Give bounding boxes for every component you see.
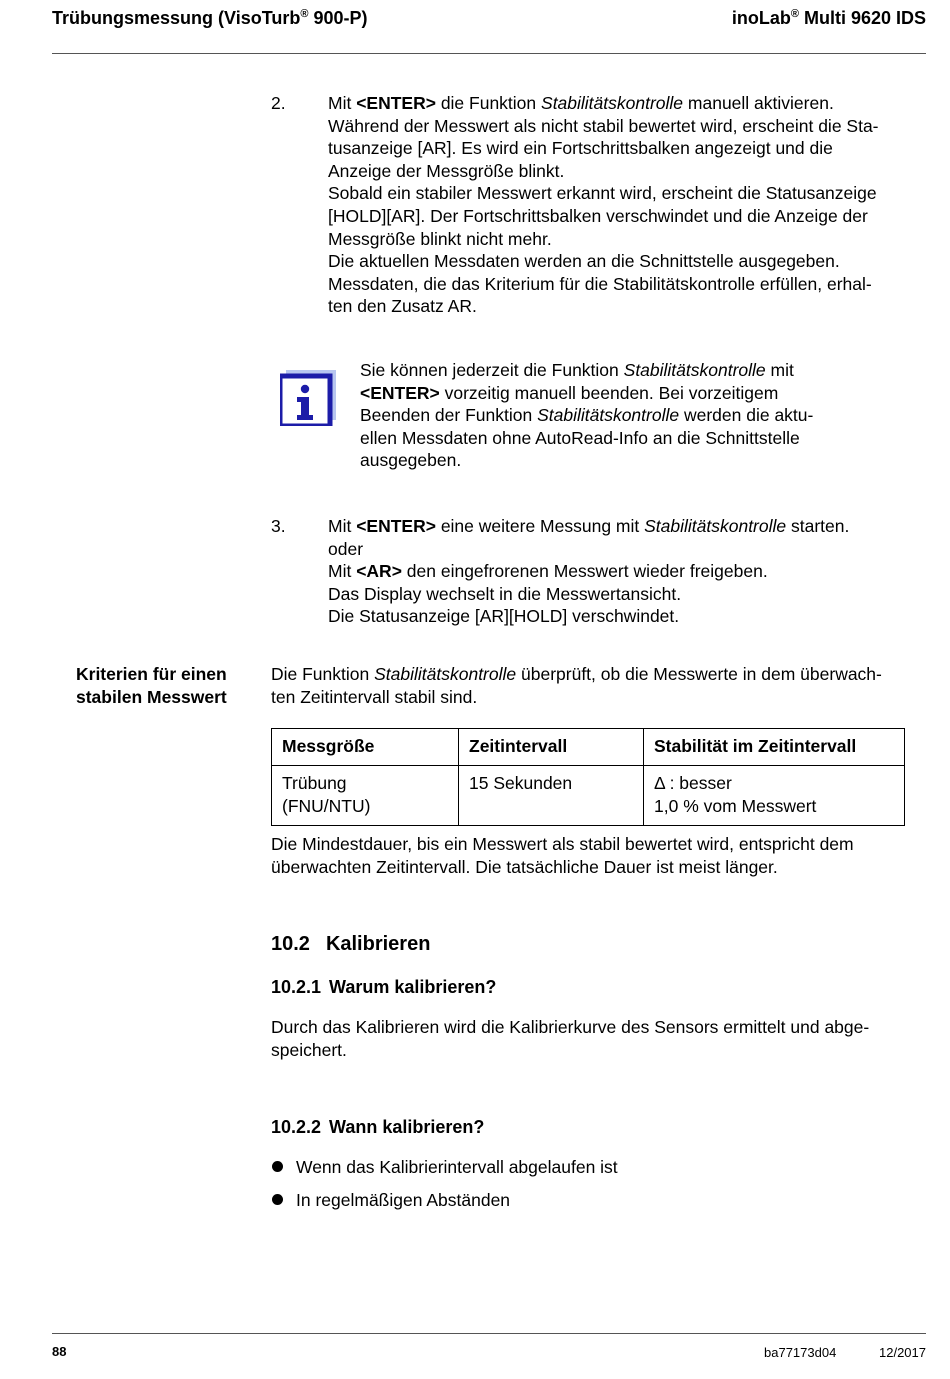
criteria-intro: Die Funktion Stabilitätskontrolle überprüft, ob die Messwerte in dem überwach- ten Zeitintervall stabil sind.: [271, 664, 882, 707]
table-header-cell: Messgröße: [272, 729, 459, 766]
document-id: ba77173d04: [764, 1345, 837, 1360]
step-3-text: Mit <ENTER> eine weitere Messung mit Stabilitätskontrolle starten. oder Mit <AR> den eingefrorenen Messwert wieder freigeben. Das Display wechselt in die Messwertansicht. Die Statusanzeige [AR][HOLD] verschwindet.: [328, 516, 850, 627]
footer-rule: [52, 1333, 926, 1334]
table-header-row: [272, 729, 905, 766]
running-header-left: Trübungsmessung (VisoTurb® 900-P): [52, 8, 368, 28]
section-10-2-1-text: Durch das Kalibrieren wird die Kalibrierkurve des Sensors ermittelt und abge- speichert.: [271, 1017, 870, 1060]
section-10-2-1-heading: 10.2.1 Warum kalibrieren?: [271, 977, 497, 997]
running-header-right: inoLab® Multi 9620 IDS: [731, 8, 926, 28]
bullet-icon: [272, 1194, 283, 1205]
list-item: Wenn das Kalibrierintervall abgelaufen ist: [272, 1156, 618, 1179]
criteria-after-text: Die Mindestdauer, bis ein Messwert als stabil bewertet wird, entspricht dem überwachten Zeitintervall. Die tatsächliche Dauer ist meist länger.: [271, 834, 854, 877]
info-icon: [280, 370, 336, 426]
table-header-cell: Zeitintervall: [459, 729, 644, 766]
table-cell: Δ : besser 1,0 % vom Messwert: [644, 766, 905, 826]
table-header-cell: Stabilität im Zeitintervall: [644, 729, 905, 766]
stability-criteria-table: [271, 728, 905, 826]
step-2-text: Mit <ENTER> die Funktion Stabilitätskontrolle manuell aktivieren. Während der Messwert als nicht stabil bewertet wird, erscheint die Sta- tusanzeige [AR]. Es wird ein Fortschrittsbalken angezeigt und die Anzeige der Messgröße blinkt. Sobald ein stabiler Messwert erkannt wird, erscheint die Statusanzeige [HOLD][AR]. Der Fortschrittsbalken verschwindet und die Anzeige der Messgröße blinkt nicht mehr. Die aktuellen Messdaten werden an die Schnittstelle ausgegeben. Messdaten, die das Kriterium für die Stabilitätskontrolle erfüllen, erhal- ten den Zusatz AR.: [328, 93, 879, 317]
criteria-side-heading: Kriterien für einen stabilen Messwert: [76, 664, 227, 707]
table-row: [272, 766, 905, 826]
table-cell: 15 Sekunden: [459, 766, 644, 826]
header-rule: [52, 53, 926, 54]
bullet-icon: [272, 1161, 283, 1172]
section-10-2-heading: 10.2 Kalibrieren: [271, 933, 431, 955]
section-10-2-2-heading: 10.2.2 Wann kalibrieren?: [271, 1117, 485, 1137]
info-note-text: Sie können jederzeit die Funktion Stabilitätskontrolle mit <ENTER> vorzeitig manuell beenden. Bei vorzeitigem Beenden der Funktion Stabilitätskontrolle werden die aktu- ellen Messdaten ohne AutoRead-Info an die Schnittstelle ausgegeben.: [360, 360, 814, 471]
page-number: 88: [52, 1344, 67, 1359]
step-2-number: 2.: [271, 93, 286, 113]
document-date: 12/2017: [879, 1345, 926, 1360]
step-3-number: 3.: [271, 516, 286, 536]
list-item: In regelmäßigen Abständen: [272, 1189, 510, 1212]
table-cell: Trübung (FNU/NTU): [272, 766, 459, 826]
